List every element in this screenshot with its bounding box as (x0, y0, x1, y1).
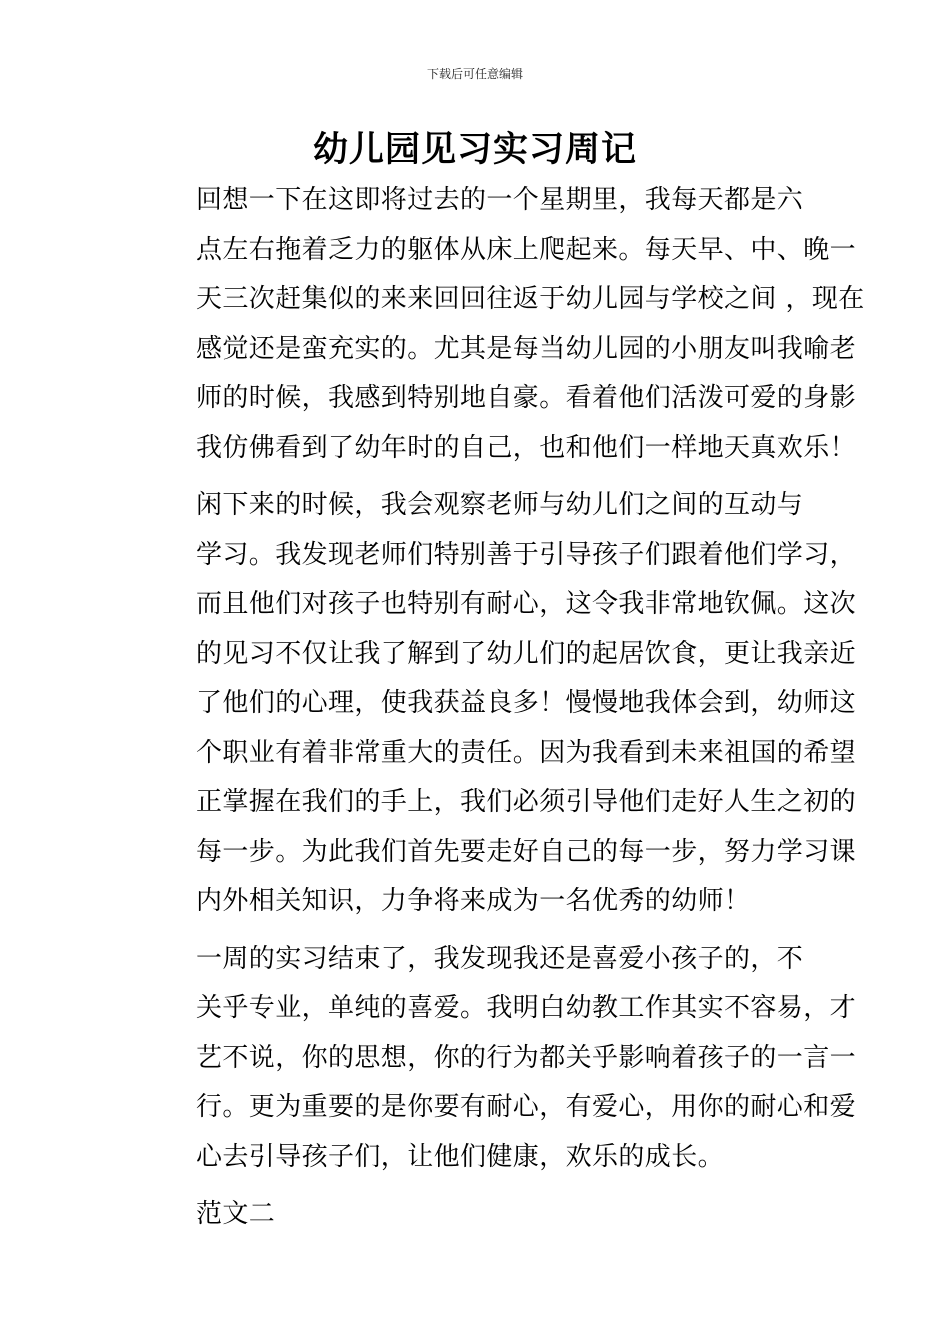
text-line: 关乎专业，单纯的喜爱。我明白幼教工作其实不容易，才 (196, 993, 857, 1023)
text-line: 内外相关知识，力争将来成为一名优秀的幼师！ (196, 886, 751, 916)
text-line: 学习。我发现老师们特别善于引导孩子们跟着他们学习， (196, 539, 857, 570)
text-line: 正掌握在我们的手上，我们必须引导他们走好人生之初的 (196, 787, 857, 817)
text-line: 每一步。为此我们首先要走好自己的每一步，努力学习课 (196, 836, 857, 867)
text-line: 个职业有着非常重大的责任。因为我看到未来祖国的希望 (196, 737, 857, 768)
page-header-note: 下载后可任意编辑 (426, 67, 523, 81)
text-line: 行。更为重要的是你要有耐心，有爱心，用你的耐心和爱 (196, 1092, 857, 1122)
paragraph-2 (144, 481, 857, 927)
text-line: 师的时候，我感到特别地自豪。看着他们活泼可爱的身影 (196, 383, 857, 413)
text-line: 一周的实习结束了，我发现我还是喜爱小孩子的，不 (196, 943, 804, 974)
text-line: 闲下来的时候，我会观察老师与幼儿们之间的互动与 (196, 490, 804, 520)
text-line: 艺不说，你的思想，你的行为都关乎影响着孩子的一言一 (196, 1042, 857, 1073)
text-line: 天三次赶集似的来来回回往返于幼儿园与学校之间 ，现在 (196, 284, 865, 314)
document-title: 幼儿园见习实习周记 (312, 130, 637, 170)
text-line: 回想一下在这即将过去的一个星期里，我每天都是六 (196, 185, 804, 215)
text-line: 心去引导孩子们，让他们健康，欢乐的成长。 (196, 1141, 725, 1172)
text-line: 的见习不仅让我了解到了幼儿们的起居饮食，更让我亲近 (196, 638, 857, 669)
document-body (144, 176, 865, 1240)
text-line: 我仿佛看到了幼年时的自己，也和他们一样地天真欢乐！ (196, 432, 857, 463)
text-line: 范文二 (196, 1199, 276, 1229)
paragraph-1 (144, 176, 865, 473)
paragraph-3 (144, 935, 857, 1183)
text-line: 而且他们对孩子也特别有耐心，这令我非常地钦佩。这次 (196, 589, 857, 619)
text-line: 了他们的心理，使我获益良多！慢慢地我体会到，幼师这 (196, 688, 857, 718)
text-line: 点左右拖着乏力的躯体从床上爬起来。每天早、中、晚一 (196, 234, 857, 265)
text-line: 感觉还是蛮充实的。尤其是每当幼儿园的小朋友叫我喻老 (196, 333, 857, 364)
paragraph-4-heading (144, 1190, 808, 1240)
